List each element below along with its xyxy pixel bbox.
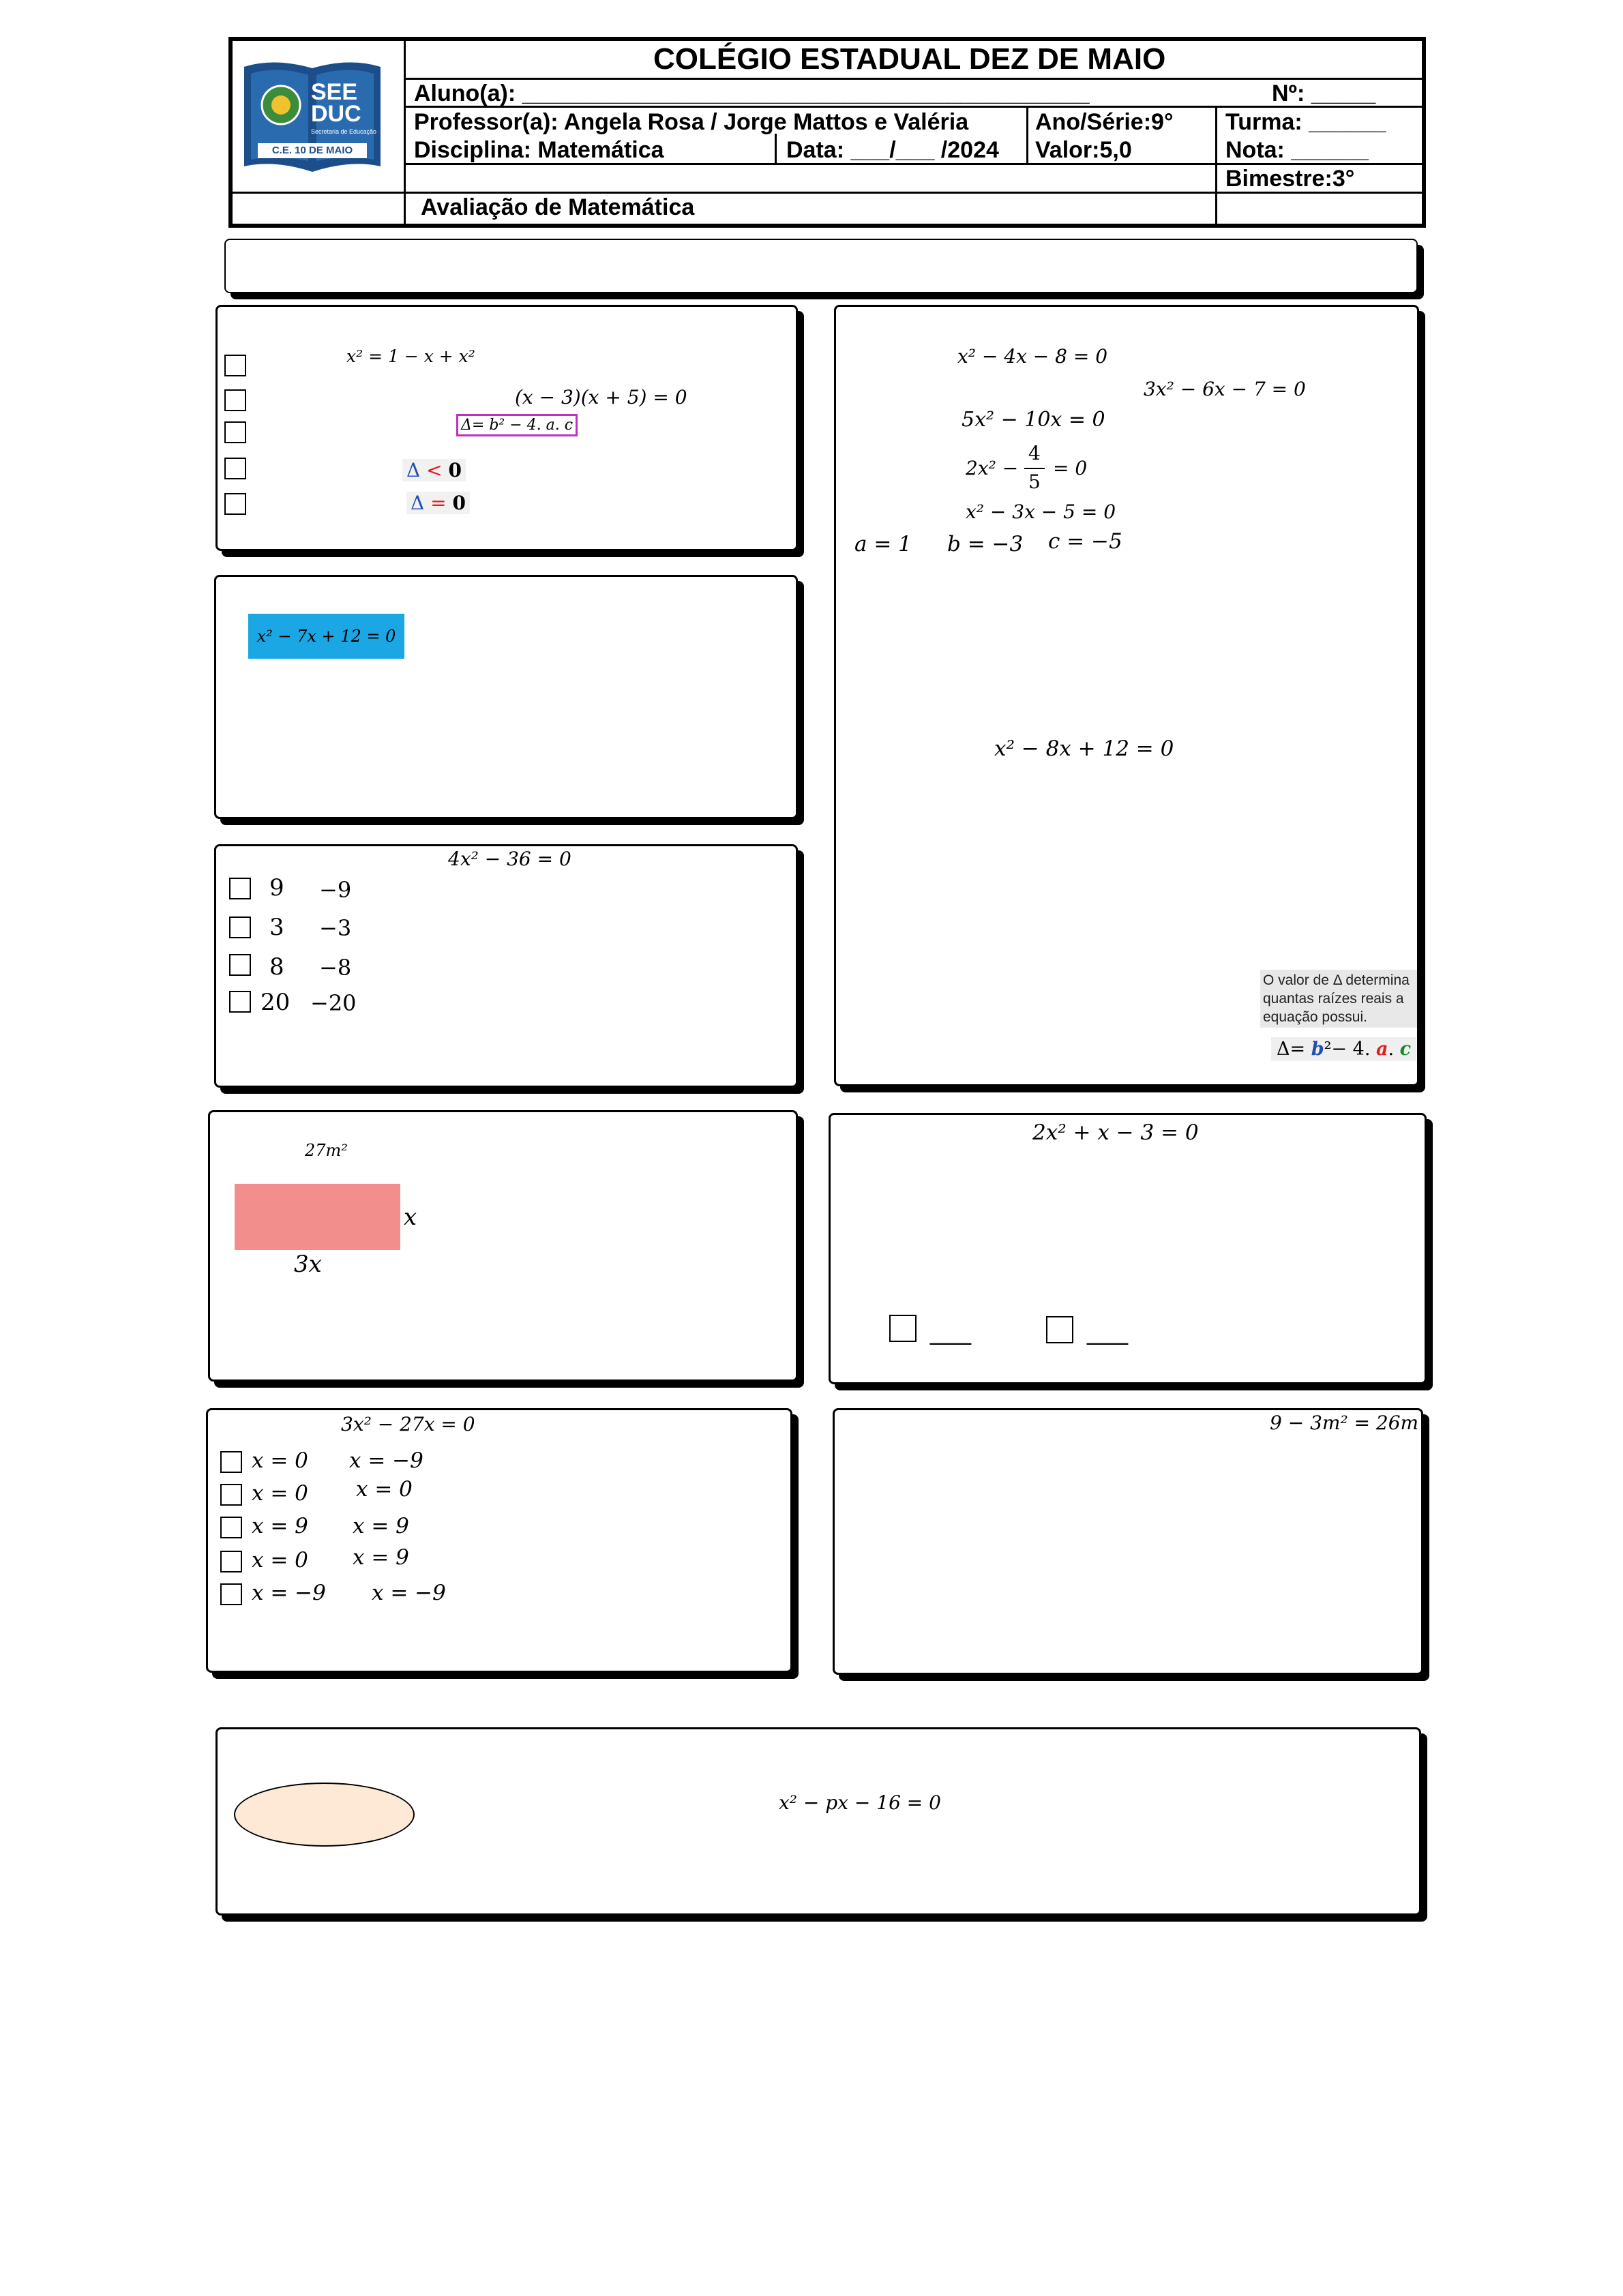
q3-option-3a: 8 [269,953,284,981]
q1-checkbox-3[interactable] [224,421,246,443]
logo-duc: DUC [311,101,361,127]
q5-area-label: 27m² [305,1141,348,1160]
q4-eq4-right: = 0 [1053,457,1088,479]
subject-label: Disciplina: Matemática [414,137,664,163]
zero-value: 0 [452,492,466,514]
q3-option-1a: 9 [269,874,284,901]
q4-eq4-left: 2x² − [966,457,1019,479]
q6-checkbox-1[interactable] [889,1315,917,1342]
q1-delta-less-zero [402,459,466,481]
q7-checkbox-5[interactable] [220,1583,242,1605]
instructions-box [224,239,1418,293]
term-label: Bimestre:3° [1225,166,1355,192]
q5-side-x: x [404,1204,417,1231]
q3-checkbox-1[interactable] [229,878,251,899]
q4-coef-b: b = −3 [947,532,1024,556]
teacher-label: Professor(a): Angela Rosa / Jorge Mattos e Valéria [414,109,969,135]
q3-option-2a: 3 [269,914,284,941]
q3-option-1b: −9 [319,877,352,903]
q6-equation: 2x² + x − 3 = 0 [1032,1120,1199,1145]
q4-equation-2: 3x² − 6x − 7 = 0 [1144,378,1306,400]
q7-option-1b: x = −9 [349,1448,423,1473]
grade-label: Ano/Série:9° [1035,109,1174,135]
delta-c: c [1399,1039,1412,1060]
delta-prefix: Δ= [1277,1039,1311,1060]
q3-checkbox-3[interactable] [229,954,251,976]
score-field: Nota: ______ [1225,137,1369,163]
logo-small: Secretaria de Educação [311,128,377,135]
q7-option-4a: x = 0 [252,1548,308,1572]
class-field: Turma: ______ [1225,109,1386,135]
question-2-box [214,575,798,819]
logo-see: SEE [311,79,358,105]
q4-eq4-fraction-bar [1024,468,1045,469]
value-label: Valor:5,0 [1035,137,1132,163]
q7-checkbox-4[interactable] [220,1551,242,1572]
date-field: Data: ___/___ /2024 [786,137,999,163]
q5-side-3x: 3x [294,1251,322,1278]
q6-blank-2: ___ [1087,1317,1129,1345]
q7-option-3a: x = 9 [252,1514,308,1538]
q4-coef-a: a = 1 [854,532,912,556]
q5-rectangle [235,1184,400,1250]
q3-option-4b: −20 [310,990,357,1016]
question-3-box [214,844,798,1088]
q4-delta-note: O valor de Δ determina quantas raízes reais a equação possui. [1260,970,1417,1028]
q2-equation: x² − 7x + 12 = 0 [248,614,404,659]
q6-checkbox-2[interactable] [1046,1316,1073,1343]
q4-eq4-numerator: 4 [1028,442,1041,464]
q7-option-4b: x = 9 [353,1545,409,1570]
school-logo [240,57,385,179]
q1-checkbox-2[interactable] [224,389,246,411]
q1-checkbox-1[interactable] [224,355,246,376]
q7-option-5a: x = −9 [252,1581,326,1605]
delta-symbol: Δ [411,492,425,514]
q3-checkbox-4[interactable] [229,991,251,1013]
zero-value: 0 [448,459,462,481]
less-than-sign: < [426,459,443,481]
question-8-box [833,1408,1423,1675]
delta-middle: ²− 4. [1324,1039,1376,1060]
q1-delta-formula: Δ= b² − 4. a. c [456,414,578,436]
q4-equation-5: x² − 3x − 5 = 0 [966,501,1116,523]
q4-eq4-denominator: 5 [1028,471,1041,493]
delta-a: a [1375,1039,1388,1060]
q7-checkbox-3[interactable] [220,1517,242,1538]
q3-option-2b: −3 [319,915,352,941]
equal-sign: = [430,492,447,514]
delta-dot: . [1388,1039,1400,1060]
q9-equation: x² − px − 16 = 0 [779,1791,941,1814]
q7-option-2b: x = 0 [356,1477,413,1502]
delta-symbol: Δ [406,459,421,481]
q7-checkbox-2[interactable] [220,1484,242,1506]
q4-equation-6: x² − 8x + 12 = 0 [994,736,1174,761]
q4-equation-3: 5x² − 10x = 0 [962,408,1105,432]
q1-delta-equal-zero [406,492,470,514]
q3-option-3b: −8 [319,955,352,981]
student-number-field: Nº: _____ [1272,80,1376,106]
q7-option-2a: x = 0 [252,1481,308,1506]
q7-option-3b: x = 9 [353,1514,409,1538]
q6-blank-1: ___ [930,1317,972,1345]
student-name-field: Aluno(a): ____________________________________________ [414,80,1090,106]
logo-caption: C.E. 10 DE MAIO [271,145,353,156]
q7-checkbox-1[interactable] [220,1451,242,1473]
q1-equation-2: (x − 3)(x + 5) = 0 [515,386,687,408]
q3-equation: 4x² − 36 = 0 [448,848,571,870]
q1-equation-1: x² = 1 − x + x² [346,346,475,366]
q7-equation: 3x² − 27x = 0 [341,1413,475,1435]
q4-coef-c: c = −5 [1048,529,1122,554]
delta-b: b [1311,1039,1324,1060]
q4-equation-1: x² − 4x − 8 = 0 [957,345,1108,368]
q1-checkbox-4[interactable] [224,458,246,479]
q1-checkbox-5[interactable] [224,493,246,515]
q4-delta-formula [1271,1037,1416,1061]
q7-option-1a: x = 0 [252,1448,308,1473]
q3-option-4a: 20 [260,989,291,1016]
assessment-title: Avaliação de Matemática [421,194,695,220]
q8-equation: 9 − 3m² = 26m [1270,1412,1419,1434]
q3-checkbox-2[interactable] [229,916,251,938]
school-name: COLÉGIO ESTADUAL DEZ DE MAIO [653,42,1166,76]
q7-option-5b: x = −9 [372,1581,446,1605]
q9-oval [234,1783,415,1847]
